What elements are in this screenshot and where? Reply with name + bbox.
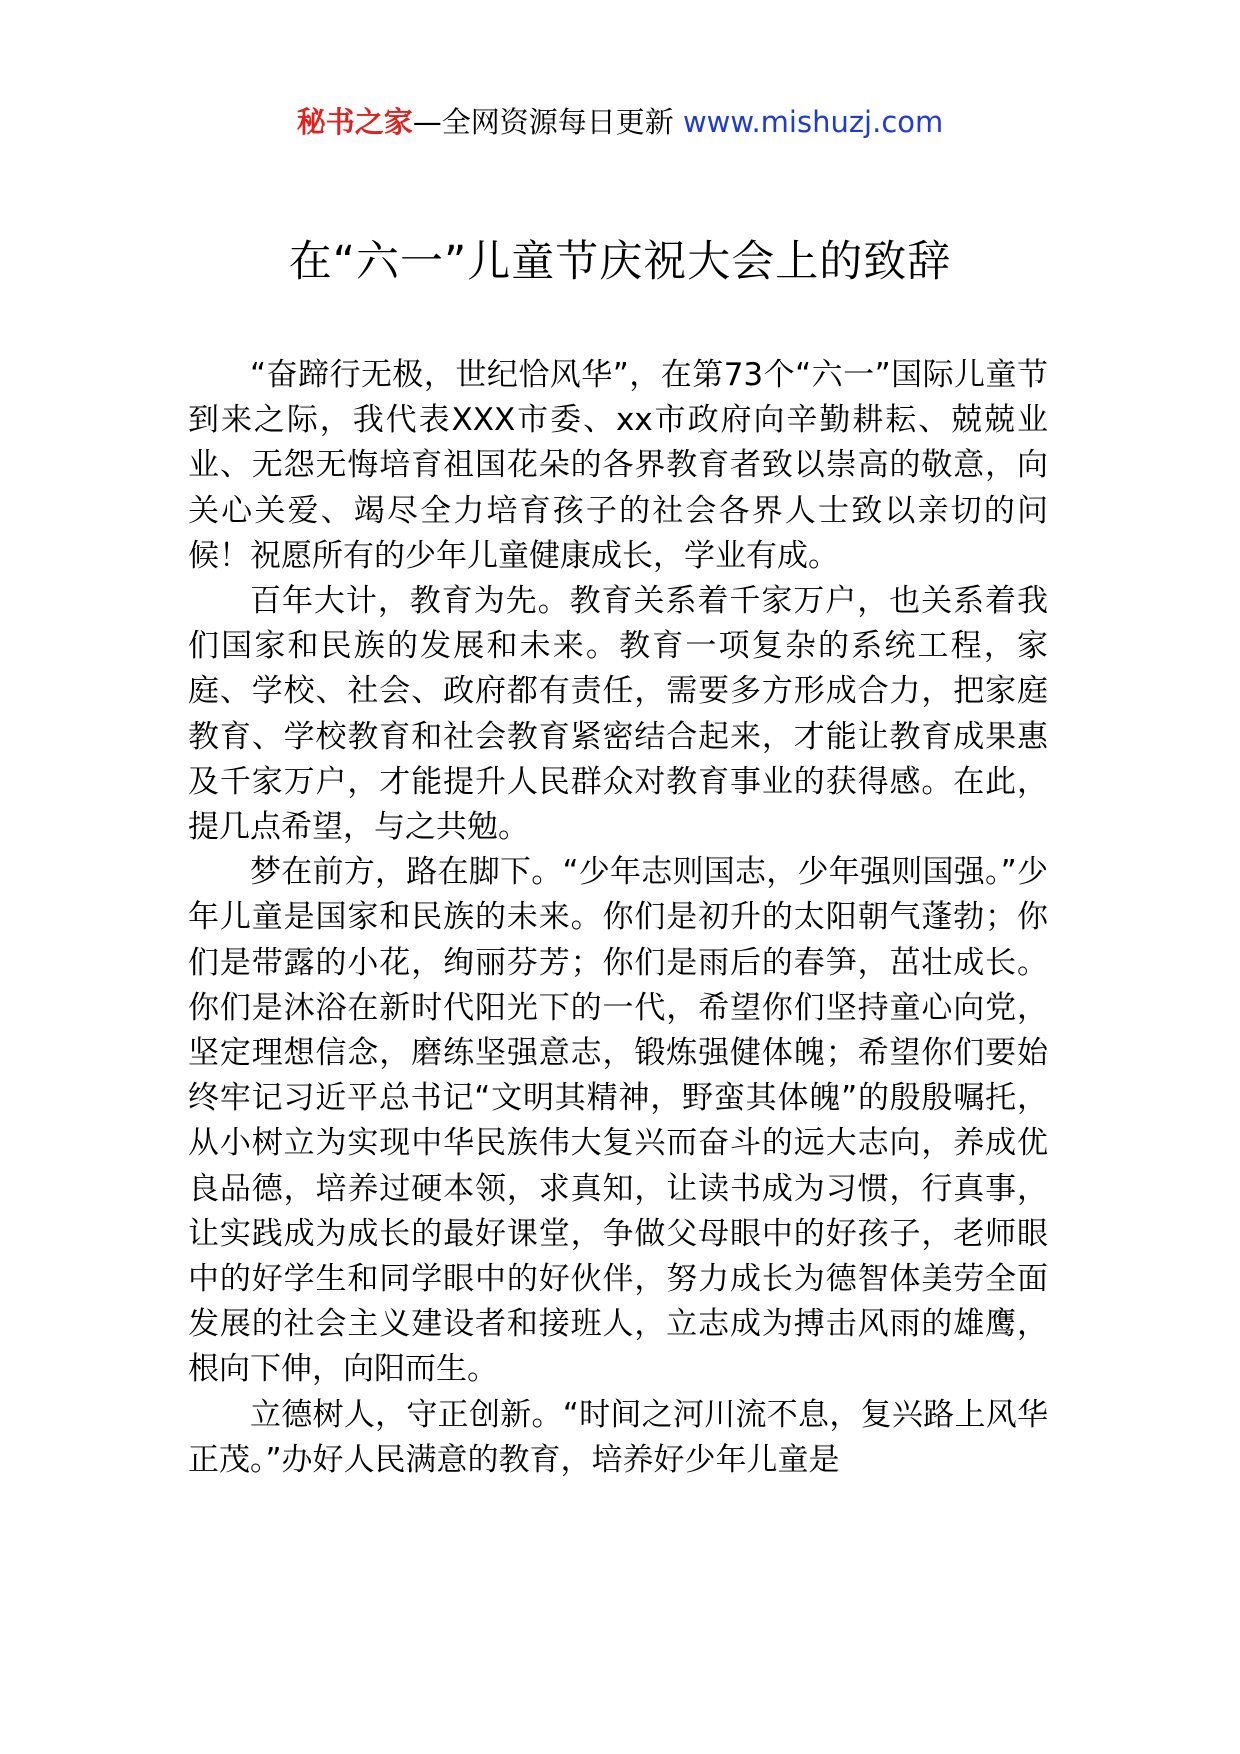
site-header bbox=[0, 102, 1240, 142]
document-body bbox=[188, 353, 1048, 1483]
site-url-link[interactable]: www.mishuzj.com bbox=[682, 105, 944, 139]
paragraph-1: “奋蹄行无极，世纪恰风华”，在第73个“六一”国际儿童节到来之际，我代表XXX市委、xx市政府向辛勤耕耘、兢兢业业、无怨无悔培育祖国花朵的各界教育者致以崇高的敬意，向关心关爱、竭尽全力培育孩子的社会各界人士致以亲切的问候！祝愿所有的少年儿童健康成长，学业有成。 bbox=[188, 357, 1048, 574]
document-title: 在“六一”儿童节庆祝大会上的致辞 bbox=[288, 237, 952, 287]
brand-name: 秘书之家 bbox=[296, 105, 413, 139]
paragraph-3: 梦在前方，路在脚下。“少年志则国志，少年强则国强。”少年儿童是国家和民族的未来。你们是初升的太阳朝气蓬勃；你们是带露的小花，绚丽芬芳；你们是雨后的春笋，茁壮成长。你们是沐浴在新时代阳光下的一代，希望你们坚持童心向党，坚定理想信念，磨练坚强意志，锻炼强健体魄；希望你们要始终牢记习近平总书记“文明其精神，野蛮其体魄”的殷殷嘱托，从小树立为实现中华民族伟大复兴而奋斗的远大志向，养成优良品德，培养过硬本领，求真知，让读书成为习惯，行真事，让实践成为成长的最好课堂，争做父母眼中的好孩子，老师眼中的好学生和同学眼中的好伙伴，努力成长为德智体美劳全面发展的社会主义建设者和接班人，立志成为搏击风雨的雄鹰，根向下伸，向阳而生。 bbox=[188, 854, 1048, 1388]
paragraph-4: 立德树人，守正创新。“时间之河川流不息，复兴路上风华正茂。”办好人民满意的教育，培养好少年儿童是 bbox=[188, 1396, 1048, 1478]
header-slogan: —全网资源每日更新 bbox=[412, 105, 683, 139]
paragraph-2: 百年大计，教育为先。教育关系着千家万户，也关系着我们国家和民族的发展和未来。教育一项复杂的系统工程，家庭、学校、社会、政府都有责任，需要多方形成合力，把家庭教育、学校教育和社会教育紧密结合起来，才能让教育成果惠及千家万户，才能提升人民群众对教育事业的获得感。在此，提几点希望，与之共勉。 bbox=[188, 583, 1048, 846]
